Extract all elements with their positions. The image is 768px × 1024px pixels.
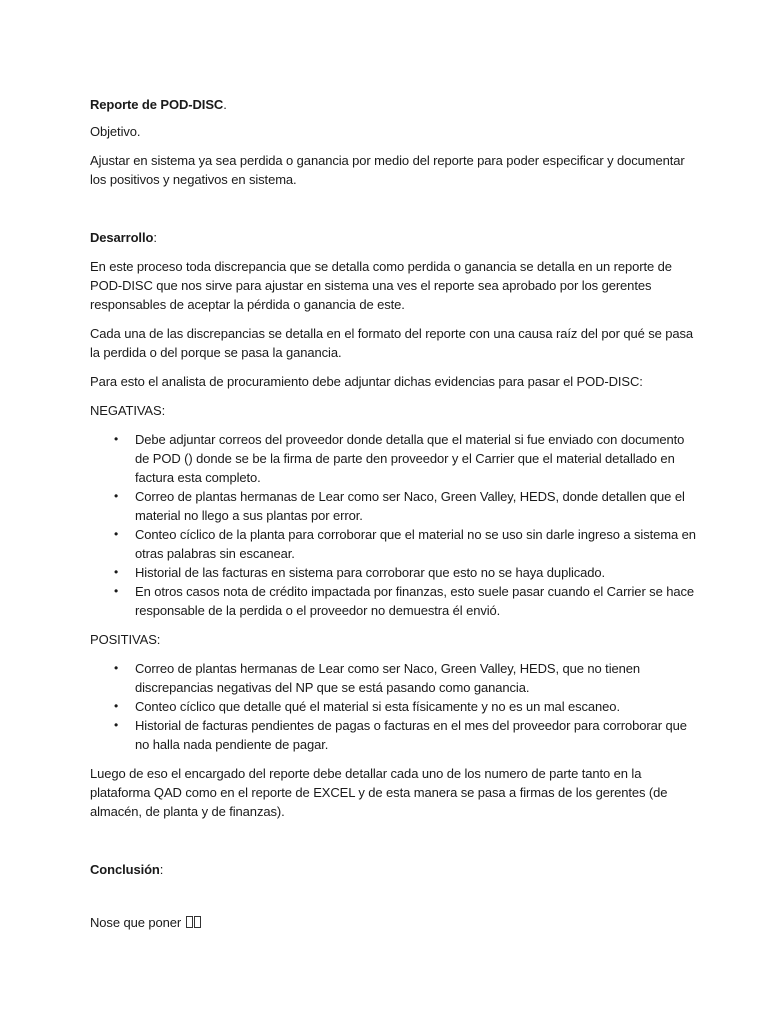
bullet-icon: • <box>114 432 119 446</box>
conclusion-heading-text: Conclusión <box>90 862 160 877</box>
bullet-icon: • <box>114 584 119 598</box>
development-paragraph-2: Cada una de las discrepancias se detalla en el formato del reporte con una causa raíz del por qué se pasa la perdida o del porque se pasa la ganancia. <box>90 326 694 360</box>
missing-glyph-icon <box>194 916 201 928</box>
objective-label: Objetivo. <box>90 124 141 139</box>
positives-list <box>90 659 698 754</box>
list-item <box>114 563 698 582</box>
bullet-icon: • <box>114 527 119 541</box>
list-item-text: Correo de plantas hermanas de Lear como ser Naco, Green Valley, HEDS, donde detallen que el material no llego a sus plantas por error. <box>135 489 685 523</box>
list-item <box>114 430 698 487</box>
conclusion-heading-colon: : <box>159 862 164 877</box>
closing-paragraph: Luego de eso el encargado del reporte debe detallar cada uno de los numero de parte tanto en la plataforma QAD como en el reporte de EXCEL y de esta manera se pasa a firmas de los gerentes (de almacén, de planta y de finanzas). <box>90 766 668 819</box>
development-heading <box>90 228 698 247</box>
conclusion-text-line <box>90 913 698 932</box>
negatives-list <box>90 430 698 620</box>
objective-text: Ajustar en sistema ya sea perdida o ganancia por medio del reporte para poder especificar y documentar los positivos y negativos en sistema. <box>90 153 685 187</box>
negatives-label: NEGATIVAS: <box>90 403 166 418</box>
conclusion-heading <box>90 860 698 879</box>
development-heading-text: Desarrollo <box>90 230 154 245</box>
list-item-text: Historial de las facturas en sistema para corroborar que esto no se haya duplicado. <box>135 565 606 580</box>
title-period: . <box>223 97 227 112</box>
list-item <box>114 525 698 563</box>
bullet-icon: • <box>114 489 119 503</box>
development-heading-colon: : <box>153 230 157 245</box>
list-item <box>114 716 698 754</box>
list-item-text: Historial de facturas pendientes de pagas o facturas en el mes del proveedor para corroborar que no halla nada pendiente de pagar. <box>135 718 687 752</box>
list-item <box>114 697 698 716</box>
list-item <box>114 659 698 697</box>
development-paragraph-1: En este proceso toda discrepancia que se detalla como perdida o ganancia se detalla en un reporte de POD-DISC que nos sirve para ajustar en sistema una ves el reporte sea aprobado por los gerentes responsables de aceptar la pérdida o ganancia de este. <box>90 259 672 312</box>
bullet-icon: • <box>114 661 119 675</box>
spacer <box>90 889 698 913</box>
list-item-text: Correo de plantas hermanas de Lear como ser Naco, Green Valley, HEDS, que no tienen discrepancias negativas del NP que se está pasando como ganancia. <box>135 661 640 695</box>
positives-label: POSITIVAS: <box>90 632 161 647</box>
list-item <box>114 582 698 620</box>
missing-glyph-icon <box>186 916 193 928</box>
list-item-text: En otros casos nota de crédito impactada por finanzas, esto suele pasar cuando el Carrier se hace responsable de la perdida o el proveedor no demuestra él envió. <box>135 584 695 618</box>
conclusion-text: Nose que poner <box>90 915 182 930</box>
list-item <box>114 487 698 525</box>
development-paragraph-3: Para esto el analista de procuramiento debe adjuntar dichas evidencias para pasar el POD-DISC: <box>90 374 643 389</box>
bullet-icon: • <box>114 699 119 713</box>
title-text: Reporte de POD-DISC <box>90 97 224 112</box>
list-item-text: Debe adjuntar correos del proveedor donde detalla que el material si fue enviado con documento de POD () donde se be la firma de parte den proveedor y el Carrier que el material detallado en factura esta completo. <box>135 432 685 485</box>
list-item-text: Conteo cíclico que detalle qué el material si esta físicamente y no es un mal escaneo. <box>135 699 620 714</box>
bullet-icon: • <box>114 718 119 732</box>
spacer <box>90 199 698 228</box>
list-item-text: Conteo cíclico de la planta para corroborar que el material no se uso sin darle ingreso a sistema en otras palabras sin escanear. <box>135 527 696 561</box>
spacer <box>90 831 698 860</box>
document-title <box>90 95 698 114</box>
bullet-icon: • <box>114 565 119 579</box>
